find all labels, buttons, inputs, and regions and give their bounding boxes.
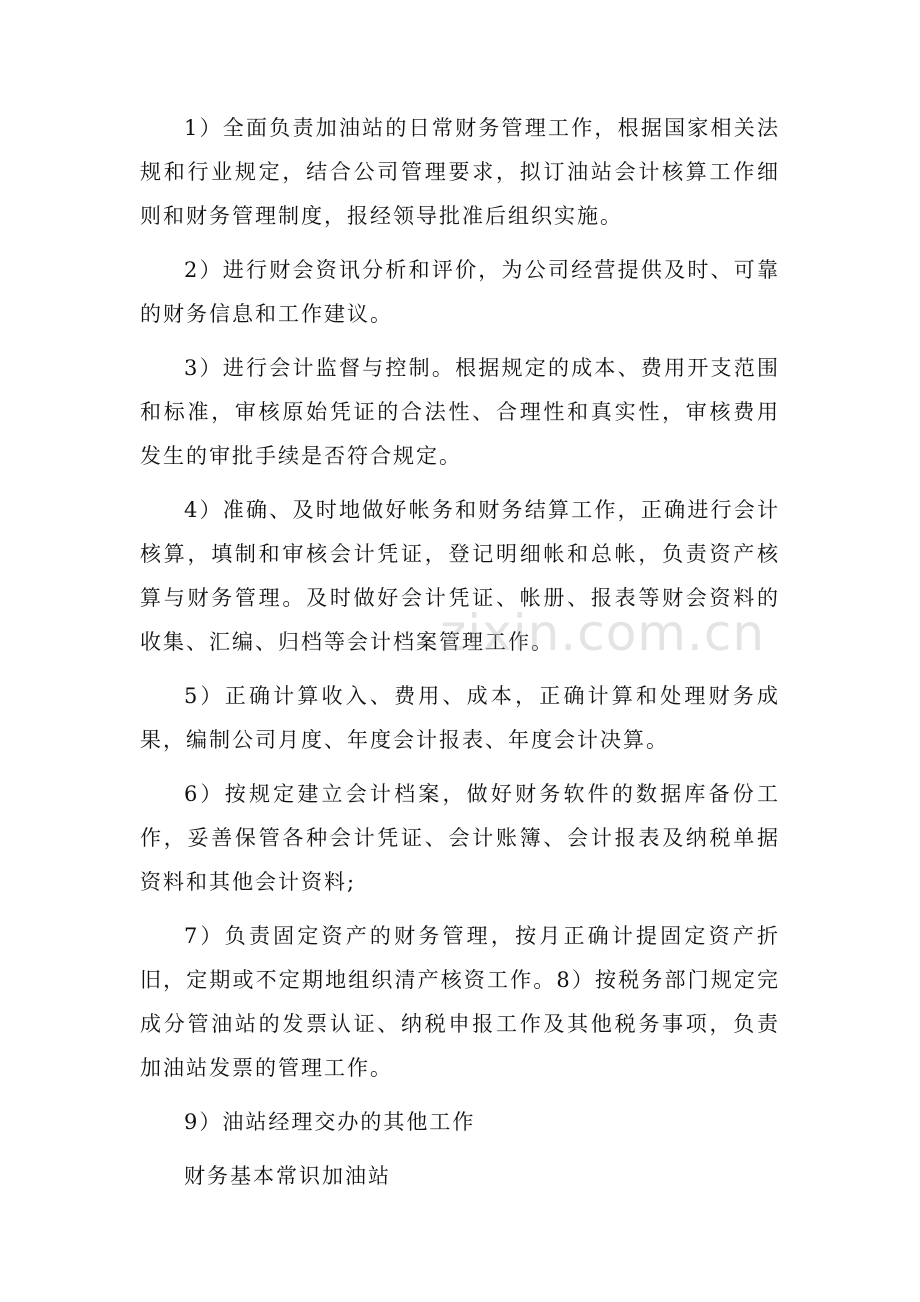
paragraph-duty-3: 3）进行会计监督与控制。根据规定的成本、费用开支范围和标准，审核原始凭证的合法性、合理性和真实性，审核费用发生的审批手续是否符合规定。: [140, 356, 780, 468]
section-heading: 财务基本常识加油站: [184, 1164, 391, 1188]
paragraph-duty-9: 9）油站经理交办的其他工作: [184, 1110, 476, 1134]
document-body: [140, 106, 780, 1198]
paragraph-duty-1: 1）全面负责加油站的日常财务管理工作，根据国家相关法规和行业规定，结合公司管理要求，拟订油站会计核算工作细则和财务管理制度，报经领导批准后组织实施。: [140, 116, 780, 228]
paragraph-duty-6: 6）按规定建立会计档案，做好财务软件的数据库备份工作，妥善保管各种会计凭证、会计账簿、会计报表及纳税单据资料和其他会计资料;: [140, 782, 780, 894]
paragraph-duty-5: 5）正确计算收入、费用、成本，正确计算和处理财务成果，编制公司月度、年度会计报表、年度会计决算。: [140, 684, 780, 752]
paragraph-duty-7-8: 7）负责固定资产的财务管理，按月正确计提固定资产折旧，定期或不定期地组织清产核资工作。8）按税务部门规定完成分管油站的发票认证、纳税申报工作及其他税务事项，负责加油站发票的管理工作。: [140, 924, 780, 1080]
paragraph-duty-2: 2）进行财会资讯分析和评价，为公司经营提供及时、可靠的财务信息和工作建议。: [140, 258, 780, 326]
watermark-text: zixin.com.cn: [440, 604, 766, 662]
paragraph-duty-4: 4）准确、及时地做好帐务和财务结算工作，正确进行会计核算，填制和审核会计凭证，登记明细帐和总帐，负责资产核算与财务管理。及时做好会计凭证、帐册、报表等财会资料的收集、汇编、归档等会计档案管理工作。: [140, 498, 780, 654]
